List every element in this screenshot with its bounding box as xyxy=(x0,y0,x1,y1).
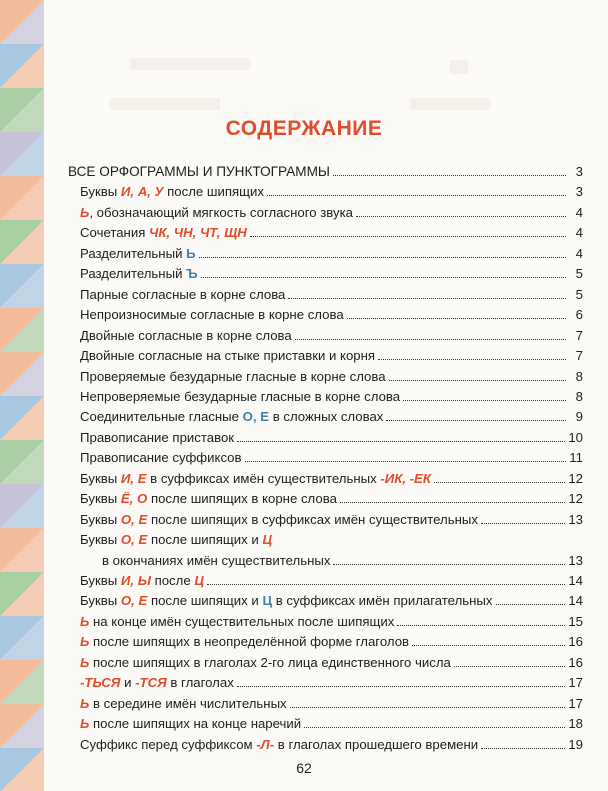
toc-entry[interactable] xyxy=(80,385,583,405)
toc-entry[interactable] xyxy=(80,365,583,385)
toc-entry-text: -Л- xyxy=(256,736,275,752)
dot-leader xyxy=(267,195,566,196)
toc-page-number: 17 xyxy=(568,695,583,711)
toc-page-number: 12 xyxy=(568,470,583,486)
dot-leader xyxy=(295,339,566,340)
dot-leader xyxy=(288,298,566,299)
toc-entry-label xyxy=(80,490,337,507)
toc-entry[interactable] xyxy=(80,180,583,200)
toc-entry-label xyxy=(80,633,409,650)
toc-entry-text: Буквы xyxy=(80,491,121,507)
toc-entry-text: после шипящих в глаголах 2-го лица единственного числа xyxy=(89,654,451,670)
toc-entry-text: О, Е xyxy=(120,511,148,527)
toc-page-number: 6 xyxy=(575,307,583,323)
dot-leader xyxy=(434,482,565,483)
toc-page-number: 3 xyxy=(575,164,583,179)
toc-entry-text: в глаголах прошедшего времени xyxy=(274,736,479,752)
toc-entry[interactable] xyxy=(80,487,583,507)
toc-entry-label xyxy=(80,674,234,691)
toc-entry-text: -ТЬСЯ xyxy=(80,675,121,691)
page-title: СОДЕРЖАНИЕ xyxy=(225,117,383,140)
dot-leader xyxy=(403,400,566,401)
toc-entry-text: в глаголах xyxy=(166,675,234,691)
dot-leader xyxy=(290,707,566,708)
toc-entry[interactable] xyxy=(80,712,583,732)
toc-entry[interactable] xyxy=(80,733,583,753)
toc-entry-text: ЧК, ЧН, ЧТ, ЩН xyxy=(149,225,247,241)
toc-entry-text: Двойные согласные на стыке приставки и корня xyxy=(80,348,376,364)
toc-entry[interactable] xyxy=(80,569,583,589)
toc-entry-text: Ь xyxy=(80,204,90,220)
page-number: 62 xyxy=(296,760,312,776)
toc-entry[interactable] xyxy=(80,242,583,262)
toc-entry-text: Буквы xyxy=(80,573,121,588)
toc-page-number: 7 xyxy=(575,327,583,343)
toc-entry-text: Ъ xyxy=(186,266,198,282)
toc-entry-text: О, Е xyxy=(120,532,148,548)
toc-entry-text: Ь xyxy=(80,695,90,711)
toc-entry-text: Непроверяемые безударные гласные в корне слова xyxy=(80,388,401,404)
toc-entry-label xyxy=(80,265,198,282)
toc-entry-text: Ь xyxy=(80,613,90,629)
toc-entry-text: И, Е xyxy=(120,470,147,486)
toc-page-number: 5 xyxy=(575,266,583,282)
toc-entry-text: Буквы xyxy=(80,593,121,609)
toc-page-number: 16 xyxy=(568,634,583,650)
toc-entry[interactable] xyxy=(80,671,583,691)
toc-page-number: 13 xyxy=(568,511,583,527)
dot-leader xyxy=(333,175,566,176)
toc-entry-text: после xyxy=(150,573,195,588)
toc-entry[interactable] xyxy=(102,549,583,569)
toc-entry[interactable] xyxy=(80,324,583,344)
toc-entry-label xyxy=(80,183,264,200)
dot-leader xyxy=(386,420,566,421)
toc-page-number: 17 xyxy=(568,675,583,691)
toc-entry-label xyxy=(80,449,242,466)
toc-entry-text: после шипящих и xyxy=(147,532,263,548)
toc-entry-text: после шипящих и xyxy=(147,593,263,609)
toc-entry-label xyxy=(80,306,344,323)
toc-entry-label xyxy=(80,531,272,548)
dot-leader xyxy=(481,523,565,524)
dot-leader xyxy=(199,257,566,258)
toc-entry-text: после шипящих в неопределённой форме глаголов xyxy=(89,634,410,650)
toc-entry-text: , обозначающий мягкость согласного звука xyxy=(89,204,354,220)
dot-leader xyxy=(340,502,565,503)
toc-entry-text: в сложных словах xyxy=(269,409,384,425)
toc-entry-text: О, Е xyxy=(120,593,148,609)
toc-entry-label xyxy=(80,204,353,221)
dot-leader xyxy=(454,666,565,667)
toc-entry-text: Буквы xyxy=(80,532,121,548)
toc-entry-label xyxy=(80,572,204,589)
toc-entry-text: Ь xyxy=(186,245,196,261)
toc-entry-text: Ё, О xyxy=(120,491,148,507)
toc-entry-label xyxy=(80,511,478,528)
toc-entry-label xyxy=(80,715,301,732)
dot-leader xyxy=(496,604,566,605)
toc-entry-text: в окончаниях имён существительных xyxy=(102,552,331,568)
dot-leader xyxy=(412,645,565,646)
toc-entry-text: И, Ы xyxy=(120,573,151,588)
toc-entry-text: на конце имён существительных после шипящих xyxy=(89,613,395,629)
toc-page-number: 10 xyxy=(568,429,583,445)
dot-leader xyxy=(250,236,566,237)
toc-page-number: 13 xyxy=(568,552,583,568)
dot-leader xyxy=(304,727,565,728)
toc-entry[interactable] xyxy=(80,630,583,650)
toc-entry[interactable] xyxy=(80,528,583,548)
toc-entry[interactable] xyxy=(80,651,583,671)
toc-entry-text: Проверяемые безударные гласные в корне слова xyxy=(80,368,386,384)
toc-entry-text: Ь xyxy=(80,654,90,670)
toc-entry-label xyxy=(80,470,431,487)
toc-entry-label xyxy=(80,429,234,446)
toc-entry[interactable] xyxy=(80,610,583,630)
toc-entry-text: Ь xyxy=(80,716,90,732)
dot-leader xyxy=(389,380,566,381)
toc-page-number: 11 xyxy=(569,450,583,466)
toc-entry-label xyxy=(80,286,285,303)
toc-entry[interactable] xyxy=(68,160,583,180)
toc-page-number: 4 xyxy=(575,225,583,241)
toc-entry-label xyxy=(80,654,451,671)
toc-entry-label xyxy=(102,552,330,569)
toc-entry-text: Буквы xyxy=(80,184,121,200)
toc-entry[interactable] xyxy=(80,262,583,282)
toc-page-number: 12 xyxy=(568,491,583,507)
toc-entry-label xyxy=(80,736,478,753)
toc-entry-text: в суффиксах имён прилагательных xyxy=(272,593,493,609)
dot-leader xyxy=(378,359,566,360)
toc-entry[interactable] xyxy=(80,201,583,221)
toc-entry[interactable] xyxy=(80,344,583,364)
dot-leader xyxy=(207,584,565,585)
toc-page-number: 3 xyxy=(575,184,583,200)
toc-page-number: 9 xyxy=(575,409,583,425)
dot-leader xyxy=(237,441,565,442)
toc-page-number: 4 xyxy=(575,204,583,220)
toc-entry-text: Разделительный xyxy=(80,245,187,261)
toc-entry-text: Ц xyxy=(262,593,273,609)
toc-entry-label xyxy=(80,224,247,241)
toc-entry[interactable] xyxy=(80,692,583,712)
toc-page-number: 14 xyxy=(568,593,583,609)
toc-entry-label xyxy=(68,163,330,180)
toc-entry-label xyxy=(80,245,196,262)
toc-entry-text: ВСЕ ОРФОГРАММЫ И ПУНКТОГРАММЫ xyxy=(68,164,330,179)
dot-leader xyxy=(333,564,565,565)
toc-entry[interactable] xyxy=(80,467,583,487)
toc-entry-label xyxy=(80,592,493,609)
toc-entry-text: О, Е xyxy=(242,409,270,425)
toc-entry-text: Суффикс перед суффиксом xyxy=(80,736,257,752)
toc-entry[interactable] xyxy=(80,283,583,303)
toc-entry-text: и xyxy=(120,675,136,691)
toc-entry-text: Парные согласные в корне слова xyxy=(80,286,286,302)
toc-entry-label xyxy=(80,327,292,344)
toc-page-number: 7 xyxy=(575,348,583,364)
toc-page-number: 8 xyxy=(575,388,583,404)
toc-entry-text: после шипящих xyxy=(163,184,264,200)
toc-entry-text: в середине имён числительных xyxy=(89,695,287,711)
toc-page-number: 16 xyxy=(568,654,583,670)
toc-entry-label xyxy=(80,613,394,630)
toc-page-number: 15 xyxy=(568,613,583,629)
toc-page-number: 19 xyxy=(568,736,583,752)
toc-entry-text: -ТСЯ xyxy=(135,675,167,691)
toc-entry-text: Ц xyxy=(194,573,204,588)
dot-leader xyxy=(347,318,566,319)
toc-entry[interactable] xyxy=(80,426,583,446)
dot-leader xyxy=(356,216,566,217)
toc-entry-text: Сочетания xyxy=(80,225,150,241)
toc-entry-text: Ь xyxy=(80,634,90,650)
dot-leader xyxy=(201,277,566,278)
toc-entry-text: Буквы xyxy=(80,511,121,527)
dot-leader xyxy=(481,748,565,749)
toc-entry[interactable] xyxy=(80,508,583,528)
toc-entry-text: Двойные согласные в корне слова xyxy=(80,327,292,343)
dot-leader xyxy=(237,686,566,687)
toc-entry-label xyxy=(80,408,383,425)
toc-entry-text: после шипящих в суффиксах имён существительных xyxy=(147,511,478,527)
toc-entry-label xyxy=(80,368,386,385)
toc-entry-text: Непроизносимые согласные в корне слова xyxy=(80,307,344,323)
toc-entry-text: Ц xyxy=(262,532,273,548)
toc-entry-label xyxy=(80,347,375,364)
toc-entry-text: Правописание приставок xyxy=(80,429,235,445)
dot-leader xyxy=(245,461,566,462)
toc-entry[interactable] xyxy=(80,589,583,609)
toc-entry-text: И, А, У xyxy=(120,184,164,200)
toc-entry-text: после шипящих в корне слова xyxy=(147,491,337,507)
toc-page-number: 4 xyxy=(575,245,583,261)
toc-entry-text: Правописание суффиксов xyxy=(80,450,242,466)
toc-page-number: 8 xyxy=(575,368,583,384)
toc-page-number: 18 xyxy=(568,716,583,732)
dot-leader xyxy=(397,625,565,626)
toc-entry-text: после шипящих на конце наречий xyxy=(89,716,302,732)
toc-entry[interactable] xyxy=(80,221,583,241)
toc-entry-text: -ИК, -ЕК xyxy=(380,470,431,486)
toc-page-number: 14 xyxy=(568,573,583,588)
toc-entry-text: в суффиксах имён существительных xyxy=(146,470,381,486)
toc-entry-label xyxy=(80,695,287,712)
toc-entry[interactable] xyxy=(80,303,583,323)
toc-entry-text: Буквы xyxy=(80,470,121,486)
toc-entry-label xyxy=(80,388,400,405)
toc-entry[interactable] xyxy=(80,446,583,466)
toc-entry-text: Соединительные гласные xyxy=(80,409,243,425)
toc-entry-text: Разделительный xyxy=(80,266,187,282)
toc-entry[interactable] xyxy=(80,405,583,425)
toc-page-number: 5 xyxy=(575,286,583,302)
